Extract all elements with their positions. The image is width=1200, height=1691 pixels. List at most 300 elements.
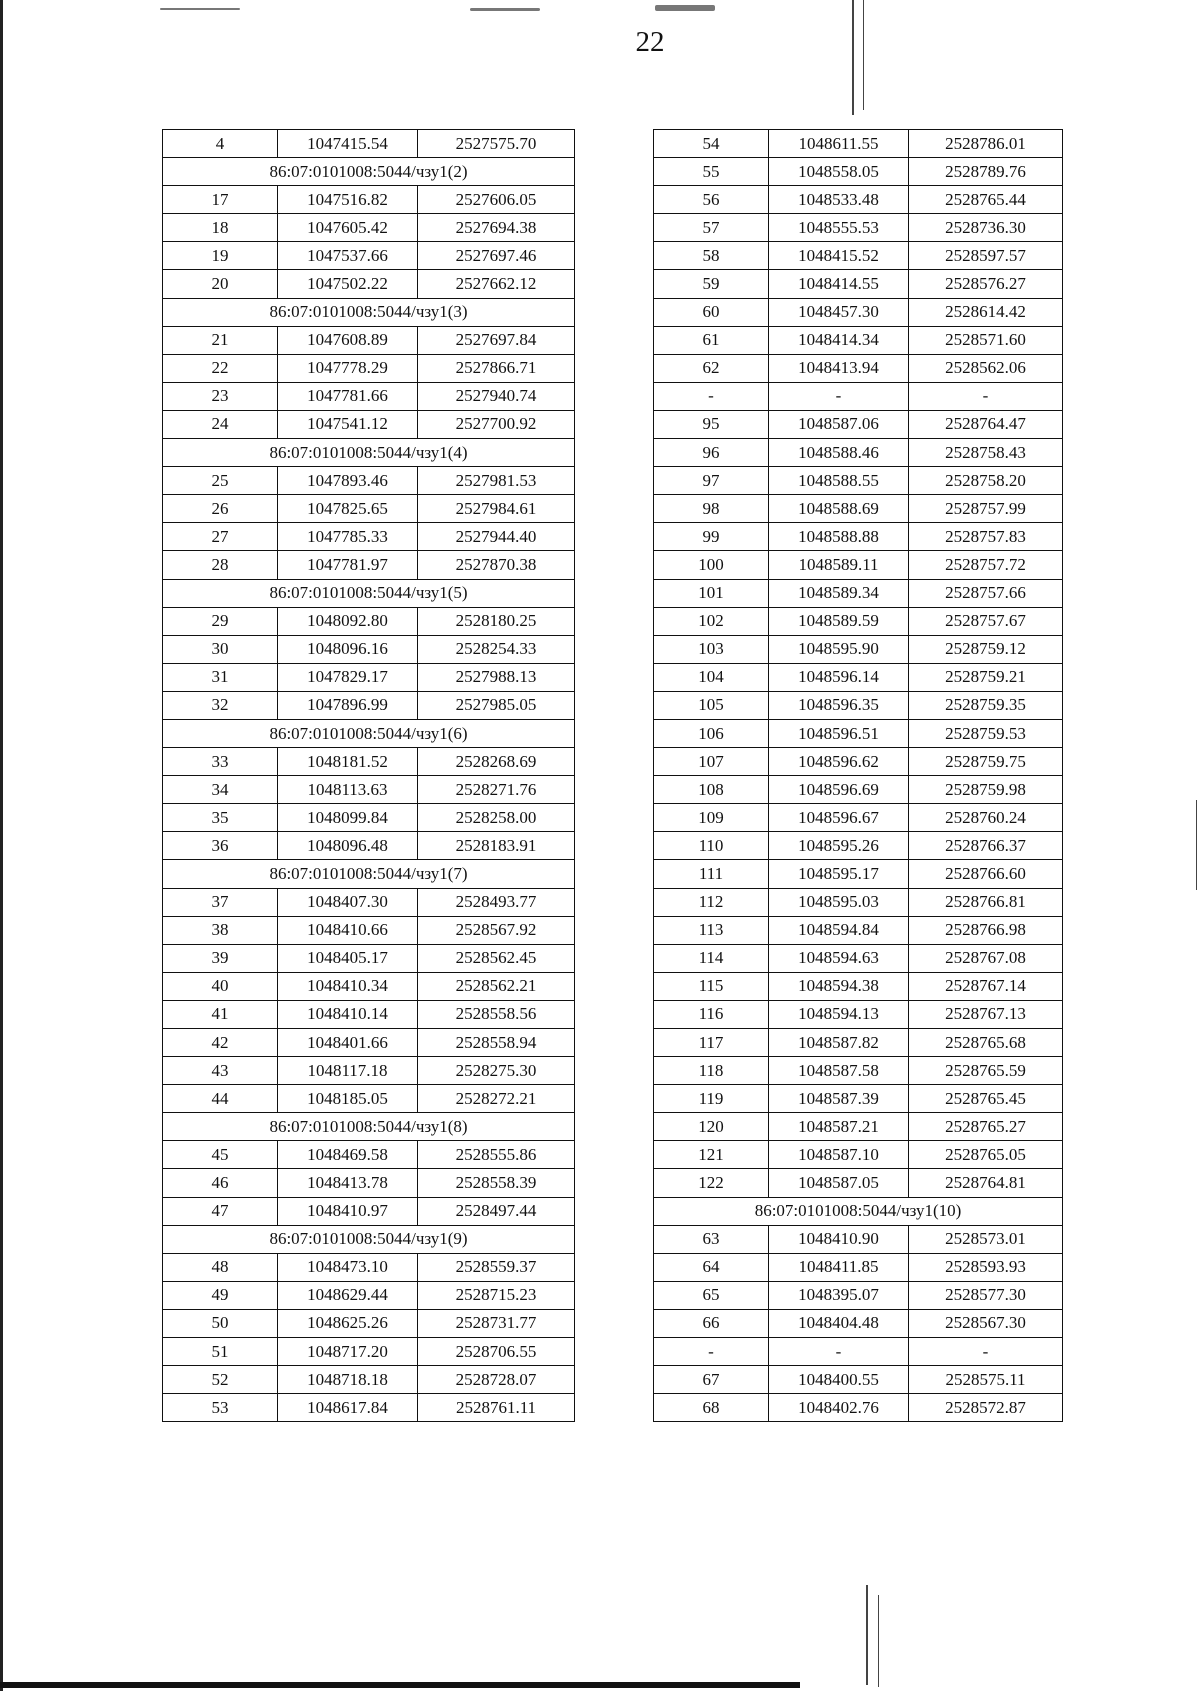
y-coordinate: 2528254.33: [418, 635, 575, 663]
x-coordinate: 1048611.55: [769, 130, 909, 158]
section-header: 86:07:0101008:5044/чзу1(7): [163, 860, 575, 888]
y-coordinate: 2528760.24: [909, 804, 1063, 832]
section-header: 86:07:0101008:5044/чзу1(8): [163, 1113, 575, 1141]
y-coordinate: 2528759.75: [909, 748, 1063, 776]
point-number: 32: [163, 691, 278, 719]
table-row: [654, 1309, 1063, 1337]
point-number: 45: [163, 1141, 278, 1169]
x-coordinate: 1047605.42: [278, 214, 418, 242]
x-coordinate: 1048401.66: [278, 1029, 418, 1057]
point-number: 56: [654, 186, 769, 214]
table-row: [654, 1225, 1063, 1253]
table-row: [654, 130, 1063, 158]
scan-speck: [470, 8, 540, 11]
table-row: [163, 916, 575, 944]
y-coordinate: 2528757.99: [909, 495, 1063, 523]
table-row: [163, 467, 575, 495]
section-header-row: [163, 719, 575, 747]
table-row: [163, 607, 575, 635]
y-coordinate: 2528731.77: [418, 1309, 575, 1337]
point-number: 65: [654, 1281, 769, 1309]
x-coordinate: 1048717.20: [278, 1338, 418, 1366]
point-number: 117: [654, 1029, 769, 1057]
x-coordinate: 1048587.21: [769, 1113, 909, 1141]
table-row: [654, 972, 1063, 1000]
y-coordinate: 2528706.55: [418, 1338, 575, 1366]
table-row: [654, 1338, 1063, 1366]
point-number: 58: [654, 242, 769, 270]
point-number: 44: [163, 1085, 278, 1113]
x-coordinate: 1048410.14: [278, 1000, 418, 1028]
table-row: [163, 270, 575, 298]
x-coordinate: 1047541.12: [278, 410, 418, 438]
y-coordinate: 2528765.27: [909, 1113, 1063, 1141]
x-coordinate: 1048594.63: [769, 944, 909, 972]
y-coordinate: 2527697.84: [418, 326, 575, 354]
x-coordinate: 1048589.59: [769, 607, 909, 635]
x-coordinate: 1048596.67: [769, 804, 909, 832]
table-row: [654, 270, 1063, 298]
point-number: 39: [163, 944, 278, 972]
x-coordinate: 1048092.80: [278, 607, 418, 635]
x-coordinate: 1048595.26: [769, 832, 909, 860]
y-coordinate: 2528614.42: [909, 298, 1063, 326]
x-coordinate: 1048587.82: [769, 1029, 909, 1057]
table-row: [163, 1141, 575, 1169]
table-row: [163, 1029, 575, 1057]
table-row: [163, 944, 575, 972]
table-row: [163, 326, 575, 354]
y-coordinate: 2528558.94: [418, 1029, 575, 1057]
table-row: [163, 663, 575, 691]
table-row: [163, 776, 575, 804]
table-row: [163, 1366, 575, 1394]
scan-artifact-line: [878, 1595, 879, 1687]
y-coordinate: 2528571.60: [909, 326, 1063, 354]
y-coordinate: 2528759.21: [909, 663, 1063, 691]
table-row: [654, 579, 1063, 607]
point-number: 101: [654, 579, 769, 607]
y-coordinate: 2528572.87: [909, 1394, 1063, 1422]
x-coordinate: 1048096.48: [278, 832, 418, 860]
point-number: 40: [163, 972, 278, 1000]
table-row: [654, 242, 1063, 270]
table-row: [654, 158, 1063, 186]
point-number: 64: [654, 1253, 769, 1281]
table-row: [654, 354, 1063, 382]
table-row: [654, 1169, 1063, 1197]
y-coordinate: 2528593.93: [909, 1253, 1063, 1281]
x-coordinate: 1048558.05: [769, 158, 909, 186]
x-coordinate: 1048587.58: [769, 1057, 909, 1085]
y-coordinate: 2528736.30: [909, 214, 1063, 242]
x-coordinate: 1048594.38: [769, 972, 909, 1000]
point-number: 54: [654, 130, 769, 158]
point-number: 113: [654, 916, 769, 944]
x-coordinate: 1048596.62: [769, 748, 909, 776]
x-coordinate: 1048469.58: [278, 1141, 418, 1169]
table-row: [163, 130, 575, 158]
x-coordinate: -: [769, 382, 909, 410]
y-coordinate: 2528757.66: [909, 579, 1063, 607]
x-coordinate: 1048405.17: [278, 944, 418, 972]
table-row: [163, 888, 575, 916]
y-coordinate: 2527694.38: [418, 214, 575, 242]
point-number: 116: [654, 1000, 769, 1028]
table-row: [654, 663, 1063, 691]
x-coordinate: 1047781.97: [278, 551, 418, 579]
section-header: 86:07:0101008:5044/чзу1(3): [163, 298, 575, 326]
x-coordinate: 1048594.13: [769, 1000, 909, 1028]
scan-artifact-line: [1196, 800, 1197, 890]
y-coordinate: 2528576.27: [909, 270, 1063, 298]
x-coordinate: 1048410.66: [278, 916, 418, 944]
point-number: 30: [163, 635, 278, 663]
table-row: [654, 607, 1063, 635]
x-coordinate: 1048473.10: [278, 1253, 418, 1281]
scan-left-edge: [0, 0, 3, 1691]
table-row: [654, 298, 1063, 326]
y-coordinate: 2528767.08: [909, 944, 1063, 972]
y-coordinate: 2527606.05: [418, 186, 575, 214]
point-number: 47: [163, 1197, 278, 1225]
x-coordinate: 1047608.89: [278, 326, 418, 354]
y-coordinate: 2528766.60: [909, 860, 1063, 888]
table-row: [654, 186, 1063, 214]
point-number: 51: [163, 1338, 278, 1366]
y-coordinate: 2528766.81: [909, 888, 1063, 916]
table-row: [654, 944, 1063, 972]
scan-artifact-line: [866, 1585, 868, 1685]
table-row: [654, 804, 1063, 832]
y-coordinate: 2527866.71: [418, 354, 575, 382]
table-row: [163, 748, 575, 776]
point-number: -: [654, 382, 769, 410]
point-number: 57: [654, 214, 769, 242]
table-row: [654, 1085, 1063, 1113]
table-row: [163, 1281, 575, 1309]
y-coordinate: 2528767.13: [909, 1000, 1063, 1028]
section-header-row: [163, 439, 575, 467]
point-number: 53: [163, 1394, 278, 1422]
table-row: [654, 1281, 1063, 1309]
x-coordinate: 1048589.11: [769, 551, 909, 579]
section-header: 86:07:0101008:5044/чзу1(9): [163, 1225, 575, 1253]
y-coordinate: 2528758.43: [909, 439, 1063, 467]
x-coordinate: 1048629.44: [278, 1281, 418, 1309]
x-coordinate: 1048410.90: [769, 1225, 909, 1253]
table-row: [654, 495, 1063, 523]
x-coordinate: 1048533.48: [769, 186, 909, 214]
table-row: [163, 186, 575, 214]
point-number: 19: [163, 242, 278, 270]
y-coordinate: 2528562.45: [418, 944, 575, 972]
y-coordinate: 2527870.38: [418, 551, 575, 579]
point-number: 29: [163, 607, 278, 635]
point-number: 25: [163, 467, 278, 495]
x-coordinate: 1047829.17: [278, 663, 418, 691]
x-coordinate: 1048589.34: [769, 579, 909, 607]
x-coordinate: 1048457.30: [769, 298, 909, 326]
point-number: 112: [654, 888, 769, 916]
y-coordinate: 2528258.00: [418, 804, 575, 832]
page-number: 22: [635, 26, 665, 58]
point-number: -: [654, 1338, 769, 1366]
table-row: [163, 972, 575, 1000]
x-coordinate: 1048595.90: [769, 635, 909, 663]
table-row: [163, 832, 575, 860]
section-header-row: [654, 1197, 1063, 1225]
point-number: 120: [654, 1113, 769, 1141]
y-coordinate: 2528562.06: [909, 354, 1063, 382]
table-row: [654, 326, 1063, 354]
point-number: 119: [654, 1085, 769, 1113]
x-coordinate: 1048400.55: [769, 1366, 909, 1394]
table-row: [654, 1394, 1063, 1422]
point-number: 66: [654, 1309, 769, 1337]
table-row: [163, 1253, 575, 1281]
section-header-row: [163, 1113, 575, 1141]
x-coordinate: 1048596.35: [769, 691, 909, 719]
y-coordinate: 2528757.83: [909, 523, 1063, 551]
y-coordinate: 2528558.56: [418, 1000, 575, 1028]
point-number: 23: [163, 382, 278, 410]
x-coordinate: 1048596.14: [769, 663, 909, 691]
point-number: 46: [163, 1169, 278, 1197]
x-coordinate: 1048718.18: [278, 1366, 418, 1394]
coordinates-table-right: [653, 129, 1063, 1422]
point-number: 63: [654, 1225, 769, 1253]
table-row: [163, 691, 575, 719]
y-coordinate: 2528567.30: [909, 1309, 1063, 1337]
y-coordinate: 2528758.20: [909, 467, 1063, 495]
y-coordinate: 2528761.11: [418, 1394, 575, 1422]
y-coordinate: -: [909, 382, 1063, 410]
x-coordinate: 1047893.46: [278, 467, 418, 495]
table-row: [163, 1000, 575, 1028]
table-row: [654, 523, 1063, 551]
x-coordinate: 1048117.18: [278, 1057, 418, 1085]
x-coordinate: 1048588.88: [769, 523, 909, 551]
table-row: [163, 1057, 575, 1085]
table-row: [163, 354, 575, 382]
table-row: [163, 214, 575, 242]
x-coordinate: 1048595.17: [769, 860, 909, 888]
y-coordinate: 2527988.13: [418, 663, 575, 691]
point-number: 21: [163, 326, 278, 354]
y-coordinate: 2528715.23: [418, 1281, 575, 1309]
x-coordinate: -: [769, 1338, 909, 1366]
y-coordinate: 2528728.07: [418, 1366, 575, 1394]
point-number: 20: [163, 270, 278, 298]
y-coordinate: 2528764.47: [909, 410, 1063, 438]
x-coordinate: 1048587.39: [769, 1085, 909, 1113]
x-coordinate: 1048414.55: [769, 270, 909, 298]
table-row: [654, 748, 1063, 776]
x-coordinate: 1048413.78: [278, 1169, 418, 1197]
point-number: 110: [654, 832, 769, 860]
x-coordinate: 1048414.34: [769, 326, 909, 354]
x-coordinate: 1048404.48: [769, 1309, 909, 1337]
y-coordinate: 2527984.61: [418, 495, 575, 523]
point-number: 49: [163, 1281, 278, 1309]
table-row: [654, 719, 1063, 747]
x-coordinate: 1048099.84: [278, 804, 418, 832]
table-row: [654, 635, 1063, 663]
table-row: [163, 1309, 575, 1337]
y-coordinate: 2528759.98: [909, 776, 1063, 804]
point-number: 42: [163, 1029, 278, 1057]
point-number: 36: [163, 832, 278, 860]
y-coordinate: 2528573.01: [909, 1225, 1063, 1253]
table-row: [654, 916, 1063, 944]
point-number: 18: [163, 214, 278, 242]
table-row: [654, 1141, 1063, 1169]
y-coordinate: 2528559.37: [418, 1253, 575, 1281]
x-coordinate: 1048096.16: [278, 635, 418, 663]
x-coordinate: 1048413.94: [769, 354, 909, 382]
x-coordinate: 1048113.63: [278, 776, 418, 804]
y-coordinate: 2528766.37: [909, 832, 1063, 860]
table-row: [654, 888, 1063, 916]
x-coordinate: 1048625.26: [278, 1309, 418, 1337]
table-row: [163, 495, 575, 523]
y-coordinate: 2527940.74: [418, 382, 575, 410]
point-number: 60: [654, 298, 769, 326]
table-row: [654, 1366, 1063, 1394]
section-header: 86:07:0101008:5044/чзу1(5): [163, 579, 575, 607]
x-coordinate: 1048587.06: [769, 410, 909, 438]
y-coordinate: 2528757.67: [909, 607, 1063, 635]
y-coordinate: 2528272.21: [418, 1085, 575, 1113]
point-number: 37: [163, 888, 278, 916]
point-number: 121: [654, 1141, 769, 1169]
scan-speck: [655, 5, 715, 11]
x-coordinate: 1047785.33: [278, 523, 418, 551]
table-row: [163, 242, 575, 270]
table-row: [654, 1253, 1063, 1281]
y-coordinate: 2528493.77: [418, 888, 575, 916]
point-number: 96: [654, 439, 769, 467]
table-row: [163, 1085, 575, 1113]
table-row: [163, 1394, 575, 1422]
section-header-row: [163, 860, 575, 888]
table-row: [654, 1113, 1063, 1141]
scan-speck: [160, 8, 240, 10]
table-row: [654, 382, 1063, 410]
x-coordinate: 1047516.82: [278, 186, 418, 214]
y-coordinate: 2528789.76: [909, 158, 1063, 186]
table-row: [654, 1057, 1063, 1085]
table-row: [654, 860, 1063, 888]
point-number: 118: [654, 1057, 769, 1085]
y-coordinate: 2528759.53: [909, 719, 1063, 747]
y-coordinate: 2528767.14: [909, 972, 1063, 1000]
x-coordinate: 1048596.51: [769, 719, 909, 747]
x-coordinate: 1048596.69: [769, 776, 909, 804]
x-coordinate: 1048617.84: [278, 1394, 418, 1422]
x-coordinate: 1047825.65: [278, 495, 418, 523]
point-number: 55: [654, 158, 769, 186]
y-coordinate: 2528183.91: [418, 832, 575, 860]
x-coordinate: 1048595.03: [769, 888, 909, 916]
y-coordinate: 2528597.57: [909, 242, 1063, 270]
section-header-row: [163, 579, 575, 607]
y-coordinate: 2528765.05: [909, 1141, 1063, 1169]
table-row: [654, 691, 1063, 719]
table-row: [654, 832, 1063, 860]
point-number: 97: [654, 467, 769, 495]
point-number: 31: [163, 663, 278, 691]
y-coordinate: 2528757.72: [909, 551, 1063, 579]
y-coordinate: 2528558.39: [418, 1169, 575, 1197]
point-number: 28: [163, 551, 278, 579]
point-number: 68: [654, 1394, 769, 1422]
y-coordinate: 2528577.30: [909, 1281, 1063, 1309]
x-coordinate: 1048587.10: [769, 1141, 909, 1169]
y-coordinate: 2528765.68: [909, 1029, 1063, 1057]
point-number: 108: [654, 776, 769, 804]
section-header-row: [163, 298, 575, 326]
table-row: [163, 804, 575, 832]
table-row: [654, 1029, 1063, 1057]
point-number: 114: [654, 944, 769, 972]
point-number: 106: [654, 719, 769, 747]
table-row: [163, 635, 575, 663]
x-coordinate: 1048588.46: [769, 439, 909, 467]
x-coordinate: 1047781.66: [278, 382, 418, 410]
point-number: 41: [163, 1000, 278, 1028]
x-coordinate: 1048410.97: [278, 1197, 418, 1225]
point-number: 61: [654, 326, 769, 354]
y-coordinate: 2528765.59: [909, 1057, 1063, 1085]
y-coordinate: 2528764.81: [909, 1169, 1063, 1197]
scan-bottom-edge: [0, 1682, 800, 1688]
table-row: [163, 1338, 575, 1366]
x-coordinate: 1047778.29: [278, 354, 418, 382]
x-coordinate: 1048185.05: [278, 1085, 418, 1113]
section-header: 86:07:0101008:5044/чзу1(4): [163, 439, 575, 467]
point-number: 43: [163, 1057, 278, 1085]
point-number: 98: [654, 495, 769, 523]
point-number: 102: [654, 607, 769, 635]
x-coordinate: 1048587.05: [769, 1169, 909, 1197]
x-coordinate: 1048407.30: [278, 888, 418, 916]
y-coordinate: 2528567.92: [418, 916, 575, 944]
table-row: [163, 1197, 575, 1225]
y-coordinate: 2527697.46: [418, 242, 575, 270]
y-coordinate: -: [909, 1338, 1063, 1366]
x-coordinate: 1047537.66: [278, 242, 418, 270]
x-coordinate: 1048588.69: [769, 495, 909, 523]
x-coordinate: 1048410.34: [278, 972, 418, 1000]
table-row: [654, 1000, 1063, 1028]
scan-artifact-line: [863, 0, 864, 110]
section-header-row: [163, 1225, 575, 1253]
table-row: [163, 1169, 575, 1197]
table-row: [654, 467, 1063, 495]
section-header: 86:07:0101008:5044/чзу1(2): [163, 158, 575, 186]
point-number: 52: [163, 1366, 278, 1394]
table-row: [163, 551, 575, 579]
y-coordinate: 2528271.76: [418, 776, 575, 804]
x-coordinate: 1048395.07: [769, 1281, 909, 1309]
point-number: 111: [654, 860, 769, 888]
section-header-row: [163, 158, 575, 186]
point-number: 50: [163, 1309, 278, 1337]
x-coordinate: 1047896.99: [278, 691, 418, 719]
y-coordinate: 2528268.69: [418, 748, 575, 776]
